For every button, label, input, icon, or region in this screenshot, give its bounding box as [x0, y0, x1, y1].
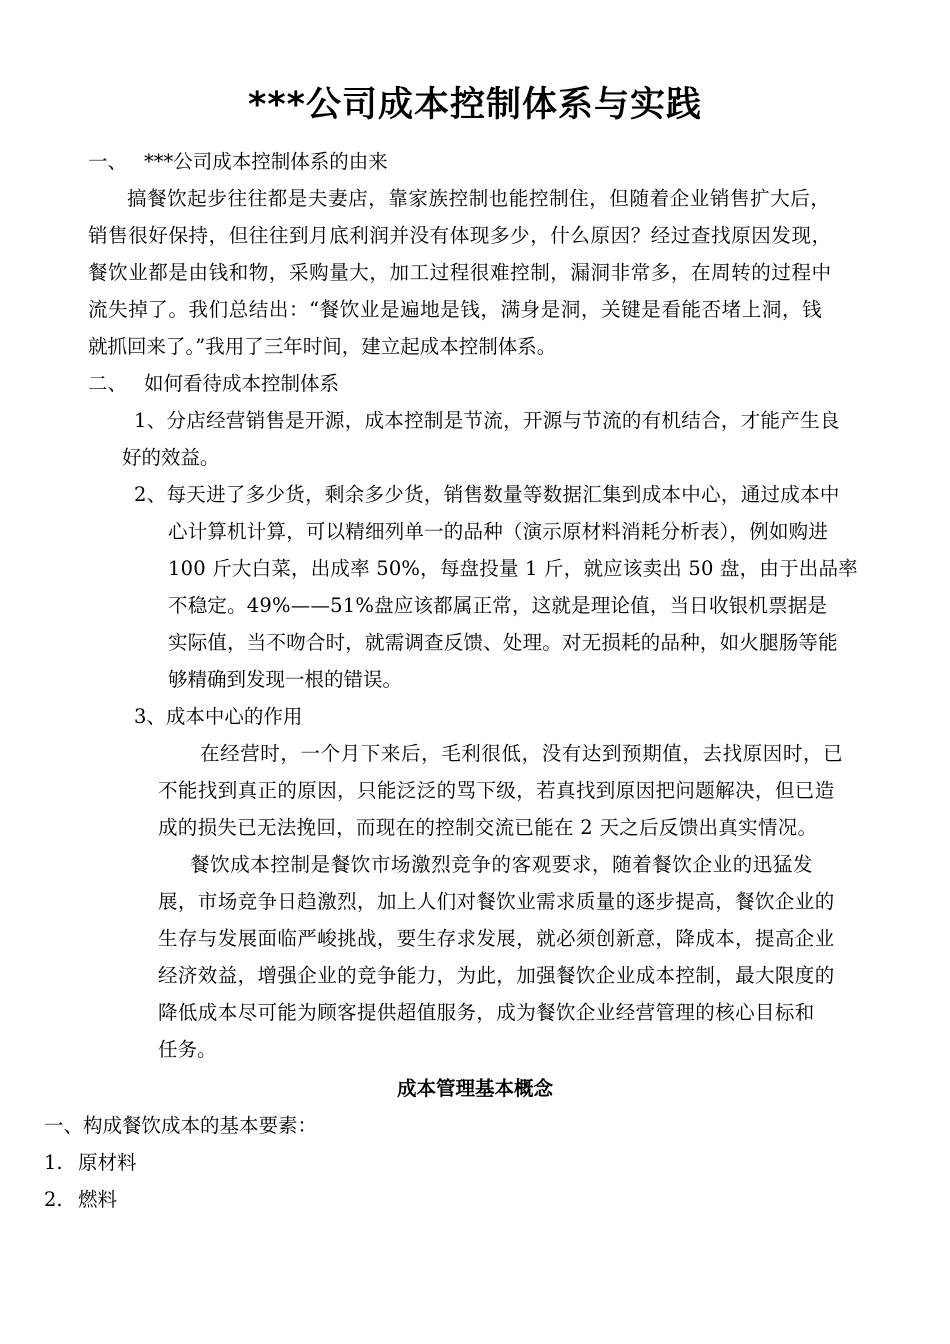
list-item-2-line: 2、每天进了多少货，剩余多少货，销售数量等数据汇集到成本中心，通过成本中 [134, 483, 840, 506]
closing-paragraph-line: 任务。 [158, 1038, 217, 1061]
list-item-3-heading: 3、成本中心的作用 [134, 705, 303, 728]
list-item-2-line: 够精确到发现一根的错误。 [168, 668, 403, 691]
basics-item-number: 2. [44, 1188, 63, 1211]
list-item-2-line: 心计算机计算，可以精细列单一的品种（演示原材料消耗分析表），例如购进 [168, 520, 829, 543]
list-item-3-line: 成的损失已无法挽回，而现在的控制交流已能在 2 天之后反馈出真实情况。 [158, 816, 818, 839]
basics-heading: 一、构成餐饮成本的基本要素： [44, 1114, 318, 1137]
section-2-heading [88, 366, 339, 403]
list-item-1-line: 好的效益。 [122, 446, 220, 469]
basics-list-item [44, 1182, 117, 1219]
document-title: ***公司成本控制体系与实践 [248, 85, 702, 125]
paragraph-line: 销售很好保持，但往往到月底利润并没有体现多少，什么原因？经过查找原因发现， [88, 224, 832, 247]
section-2-number: 二、 [88, 372, 128, 395]
section-1-title: ***公司成本控制体系的由来 [144, 150, 388, 173]
closing-paragraph-line: 展，市场竞争日趋激烈，加上人们对餐饮业需求质量的逐步提高，餐饮企业的 [158, 890, 835, 913]
list-item-3-line: 不能找到真正的原因，只能泛泛的骂下级，若真找到原因把问题解决，但已造 [158, 779, 835, 802]
list-item-1-line: 1、分店经营销售是开源，成本控制是节流，开源与节流的有机结合，才能产生良 [134, 409, 840, 432]
closing-paragraph-line: 餐饮成本控制是餐饮市场激烈竞争的客观要求，随着餐饮企业的迅猛发 [190, 853, 814, 876]
closing-paragraph-line: 经济效益，增强企业的竞争能力，为此，加强餐饮企业成本控制，最大限度的 [158, 964, 835, 987]
section-subtitle: 成本管理基本概念 [396, 1077, 553, 1100]
section-1-heading [88, 144, 388, 181]
basics-item-label: 原材料 [78, 1151, 137, 1174]
list-item-2-line: 不稳定。49%——51%盘应该都属正常，这就是理论值，当日收银机票据是 [168, 594, 828, 617]
basics-item-label: 燃料 [78, 1188, 118, 1211]
section-1-number: 一、 [88, 150, 128, 173]
list-item-2-line: 实际值，当不吻合时，就需调查反馈、处理。对无损耗的品种，如火腿肠等能 [168, 631, 838, 654]
paragraph-line: 就抓回来了。”我用了三年时间，建立起成本控制体系。 [88, 335, 557, 358]
paragraph-line: 餐饮业都是由钱和物，采购量大，加工过程很难控制，漏洞非常多，在周转的过程中 [88, 261, 832, 284]
section-2-title: 如何看待成本控制体系 [144, 372, 340, 395]
basics-item-number: 1. [44, 1151, 63, 1174]
paragraph-line: 搞餐饮起步往往都是夫妻店，靠家族控制也能控制住，但随着企业销售扩大后， [127, 187, 831, 210]
basics-list-item [44, 1145, 137, 1182]
list-item-3-line: 在经营时，一个月下来后，毛利很低，没有达到预期值，去找原因时，已 [200, 742, 844, 765]
paragraph-line: 流失掉了。我们总结出：“餐饮业是遍地是钱，满身是洞，关键是看能否堵上洞，钱 [88, 298, 823, 321]
list-item-2-line: 100 斤大白菜，出成率 50%，每盘投量 1 斤，就应该卖出 50 盘，由于出品率 [168, 557, 858, 580]
closing-paragraph-line: 生存与发展面临严峻挑战，要生存求发展，就必须创新意，降成本，提高企业 [158, 927, 835, 950]
closing-paragraph-line: 降低成本尽可能为顾客提供超值服务，成为餐饮企业经营管理的核心目标和 [158, 1001, 815, 1024]
